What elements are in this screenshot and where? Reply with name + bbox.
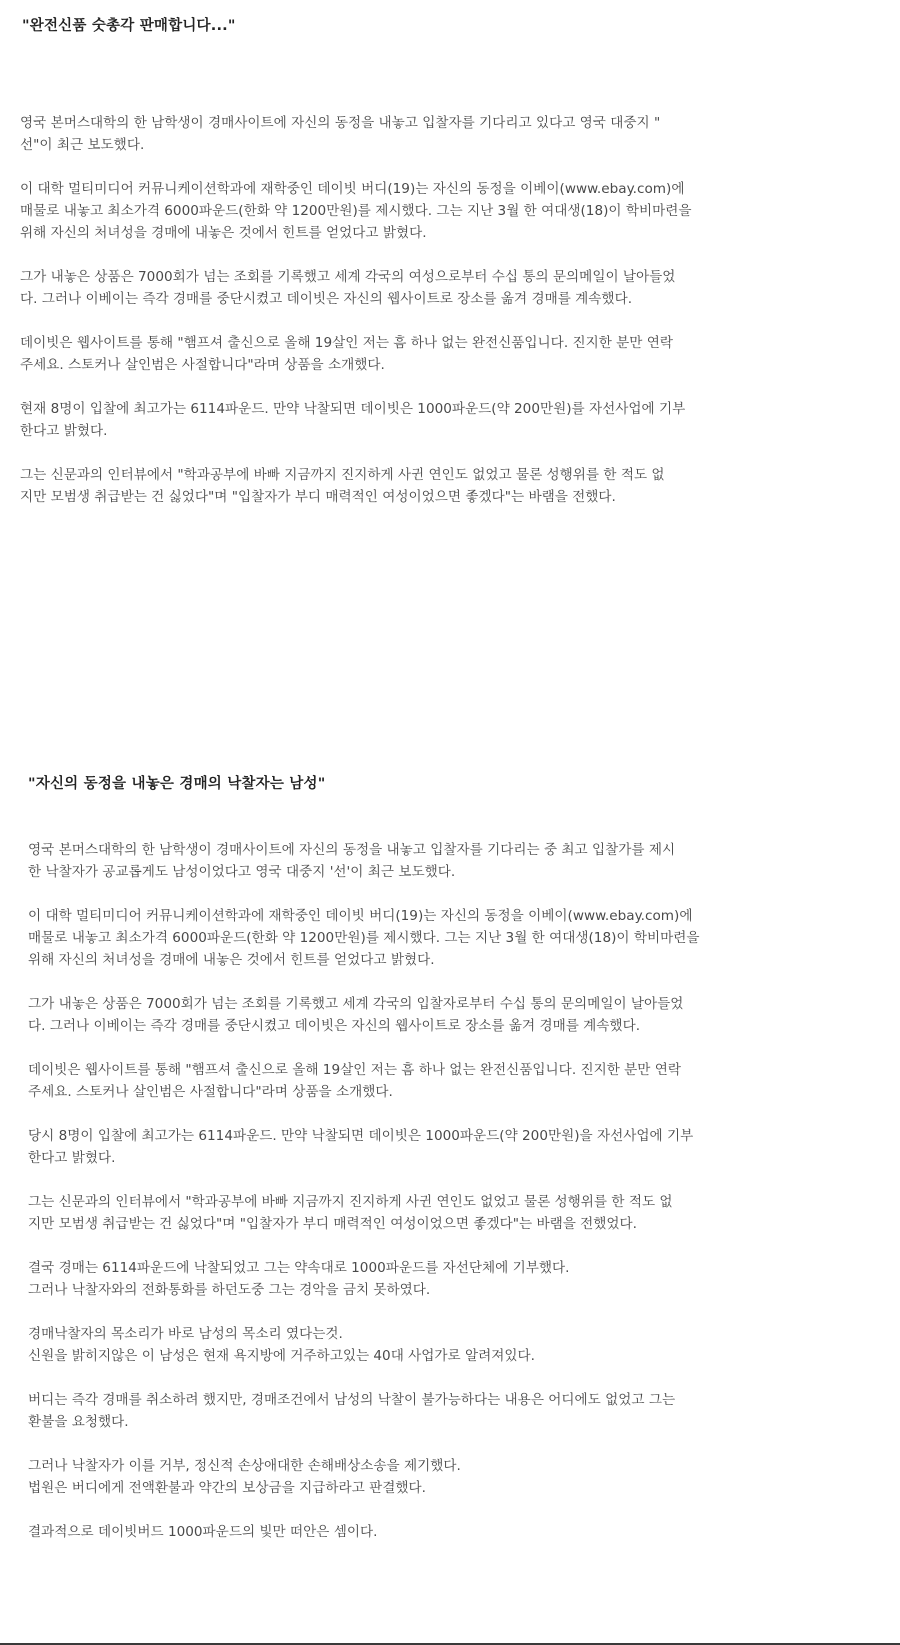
article-2-paragraph: 결국 경매는 6114파운드에 낙찰되었고 그는 약속대로 1000파운드를 자선단체에 기부했다. 그러나 낙찰자와의 전화통화를 하던도중 그는 경악을 금치 못하였다. bbox=[28, 1260, 570, 1298]
article-1-paragraph: 그가 내놓은 상품은 7000회가 넘는 조회를 기록했고 세계 각국의 여성으로부터 수십 통의 문의메일이 날아들었 다. 그러나 이베이는 즉각 경매를 중단시켰고 데이빗은 자신의 웹사이트로 장소를 옮겨 경매를 계속했다. bbox=[20, 269, 676, 307]
article-2 bbox=[0, 772, 900, 1565]
article-1-paragraph: 이 대학 멀티미디어 커뮤니케이션학과에 재학중인 데이빗 버디(19)는 자신의 동정을 이베이(www.ebay.com)에 매물로 내놓고 최소가격 6000파운드(한화 약 1200만원)를 제시했다. 그는 지난 3월 한 여대생(18)이 학비마련을 위해 자신의 처녀성을 경매에 내놓은 것에서 힌트를 얻었다고 밝혔다. bbox=[20, 181, 692, 241]
article-1-body bbox=[0, 112, 900, 508]
article-2-paragraph: 경매낙찰자의 목소리가 바로 남성의 목소리 였다는것. 신원을 밝히지않은 이 남성은 현재 욕지방에 거주하고있는 40대 사업가로 알려져있다. bbox=[28, 1326, 535, 1364]
article-2-paragraph: 이 대학 멀티미디어 커뮤니케이션학과에 재학중인 데이빗 버디(19)는 자신의 동정을 이베이(www.ebay.com)에 매물로 내놓고 최소가격 6000파운드(한화 약 1200만원)를 제시했다. 그는 지난 3월 한 여대생(18)이 학비마련을 위해 자신의 처녀성을 경매에 내놓은 것에서 힌트를 얻었다고 밝혔다. bbox=[28, 908, 700, 968]
article-2-paragraph: 당시 8명이 입찰에 최고가는 6114파운드. 만약 낙찰되면 데이빗은 1000파운드(약 200만원)을 자선사업에 기부 한다고 밝혔다. bbox=[28, 1128, 694, 1166]
article-2-paragraph: 그가 내놓은 상품은 7000회가 넘는 조회를 기록했고 세계 각국의 입찰자로부터 수십 통의 문의메일이 날아들었 다. 그러나 이베이는 즉각 경매를 중단시켰고 데이빗은 자신의 웹사이트로 장소를 옮겨 경매를 계속했다. bbox=[28, 996, 684, 1034]
article-2-paragraph: 데이빗은 웹사이트를 통해 "햄프셔 출신으로 올해 19살인 저는 흠 하나 없는 완전신품입니다. 진지한 분만 연락 주세요. 스토커나 살인범은 사절합니다"라며 상품을 소개했다. bbox=[28, 1062, 682, 1100]
article-1-headline: "완전신품 숫총각 판매합니다..." bbox=[22, 18, 236, 34]
article-1-paragraph: 데이빗은 웹사이트를 통해 "햄프셔 출신으로 올해 19살인 저는 흠 하나 없는 완전신품입니다. 진지한 분만 연락 주세요. 스토커나 살인범은 사절합니다"라며 상품을 소개했다. bbox=[20, 335, 674, 373]
article-1-paragraph: 영국 본머스대학의 한 남학생이 경매사이트에 자신의 동정을 내놓고 입찰자를 기다리고 있다고 영국 대중지 " 선"이 최근 보도했다. bbox=[20, 115, 661, 153]
article-2-paragraph: 버디는 즉각 경매를 취소하려 했지만, 경매조건에서 남성의 낙찰이 불가능하다는 내용은 어디에도 없었고 그는 환불을 요청했다. bbox=[28, 1392, 676, 1430]
article-2-paragraph: 결과적으로 데이빗버드 1000파운드의 빛만 떠안은 셈이다. bbox=[28, 1524, 378, 1540]
article-1-paragraph: 그는 신문과의 인터뷰에서 "학과공부에 바빠 지금까지 진지하게 사귄 연인도 없었고 물론 성행위를 한 적도 없 지만 모범생 취급받는 건 싫었다"며 "입찰자가 부디 매력적인 여성이었으면 좋겠다"는 바램을 전했다. bbox=[20, 467, 665, 505]
article-1 bbox=[0, 14, 900, 530]
article-1-paragraph: 현재 8명이 입찰에 최고가는 6114파운드. 만약 낙찰되면 데이빗은 1000파운드(약 200만원)를 자선사업에 기부 한다고 밝혔다. bbox=[20, 401, 686, 439]
article-2-paragraph: 영국 본머스대학의 한 남학생이 경매사이트에 자신의 동정을 내놓고 입찰자를 기다리는 중 최고 입찰가를 제시 한 낙찰자가 공교롭게도 남성이었다고 영국 대중지 '선'이 최근 보도했다. bbox=[28, 842, 676, 880]
article-2-paragraph: 그러나 낙찰자가 이를 거부, 정신적 손상애대한 손해배상소송을 제기했다. 법원은 버디에게 전액환불과 약간의 보상금을 지급하라고 판결했다. bbox=[28, 1458, 461, 1496]
article-2-headline: "자신의 동정을 내놓은 경매의 낙찰자는 남성" bbox=[28, 776, 326, 792]
article-2-body bbox=[0, 839, 900, 1543]
article-2-paragraph: 그는 신문과의 인터뷰에서 "학과공부에 바빠 지금까지 진지하게 사귄 연인도 없었고 물론 성행위를 한 적도 없 지만 모범생 취급받는 건 싫었다"며 "입찰자가 부디 매력적인 여성이었으면 좋겠다"는 바램을 전했었다. bbox=[28, 1194, 673, 1232]
